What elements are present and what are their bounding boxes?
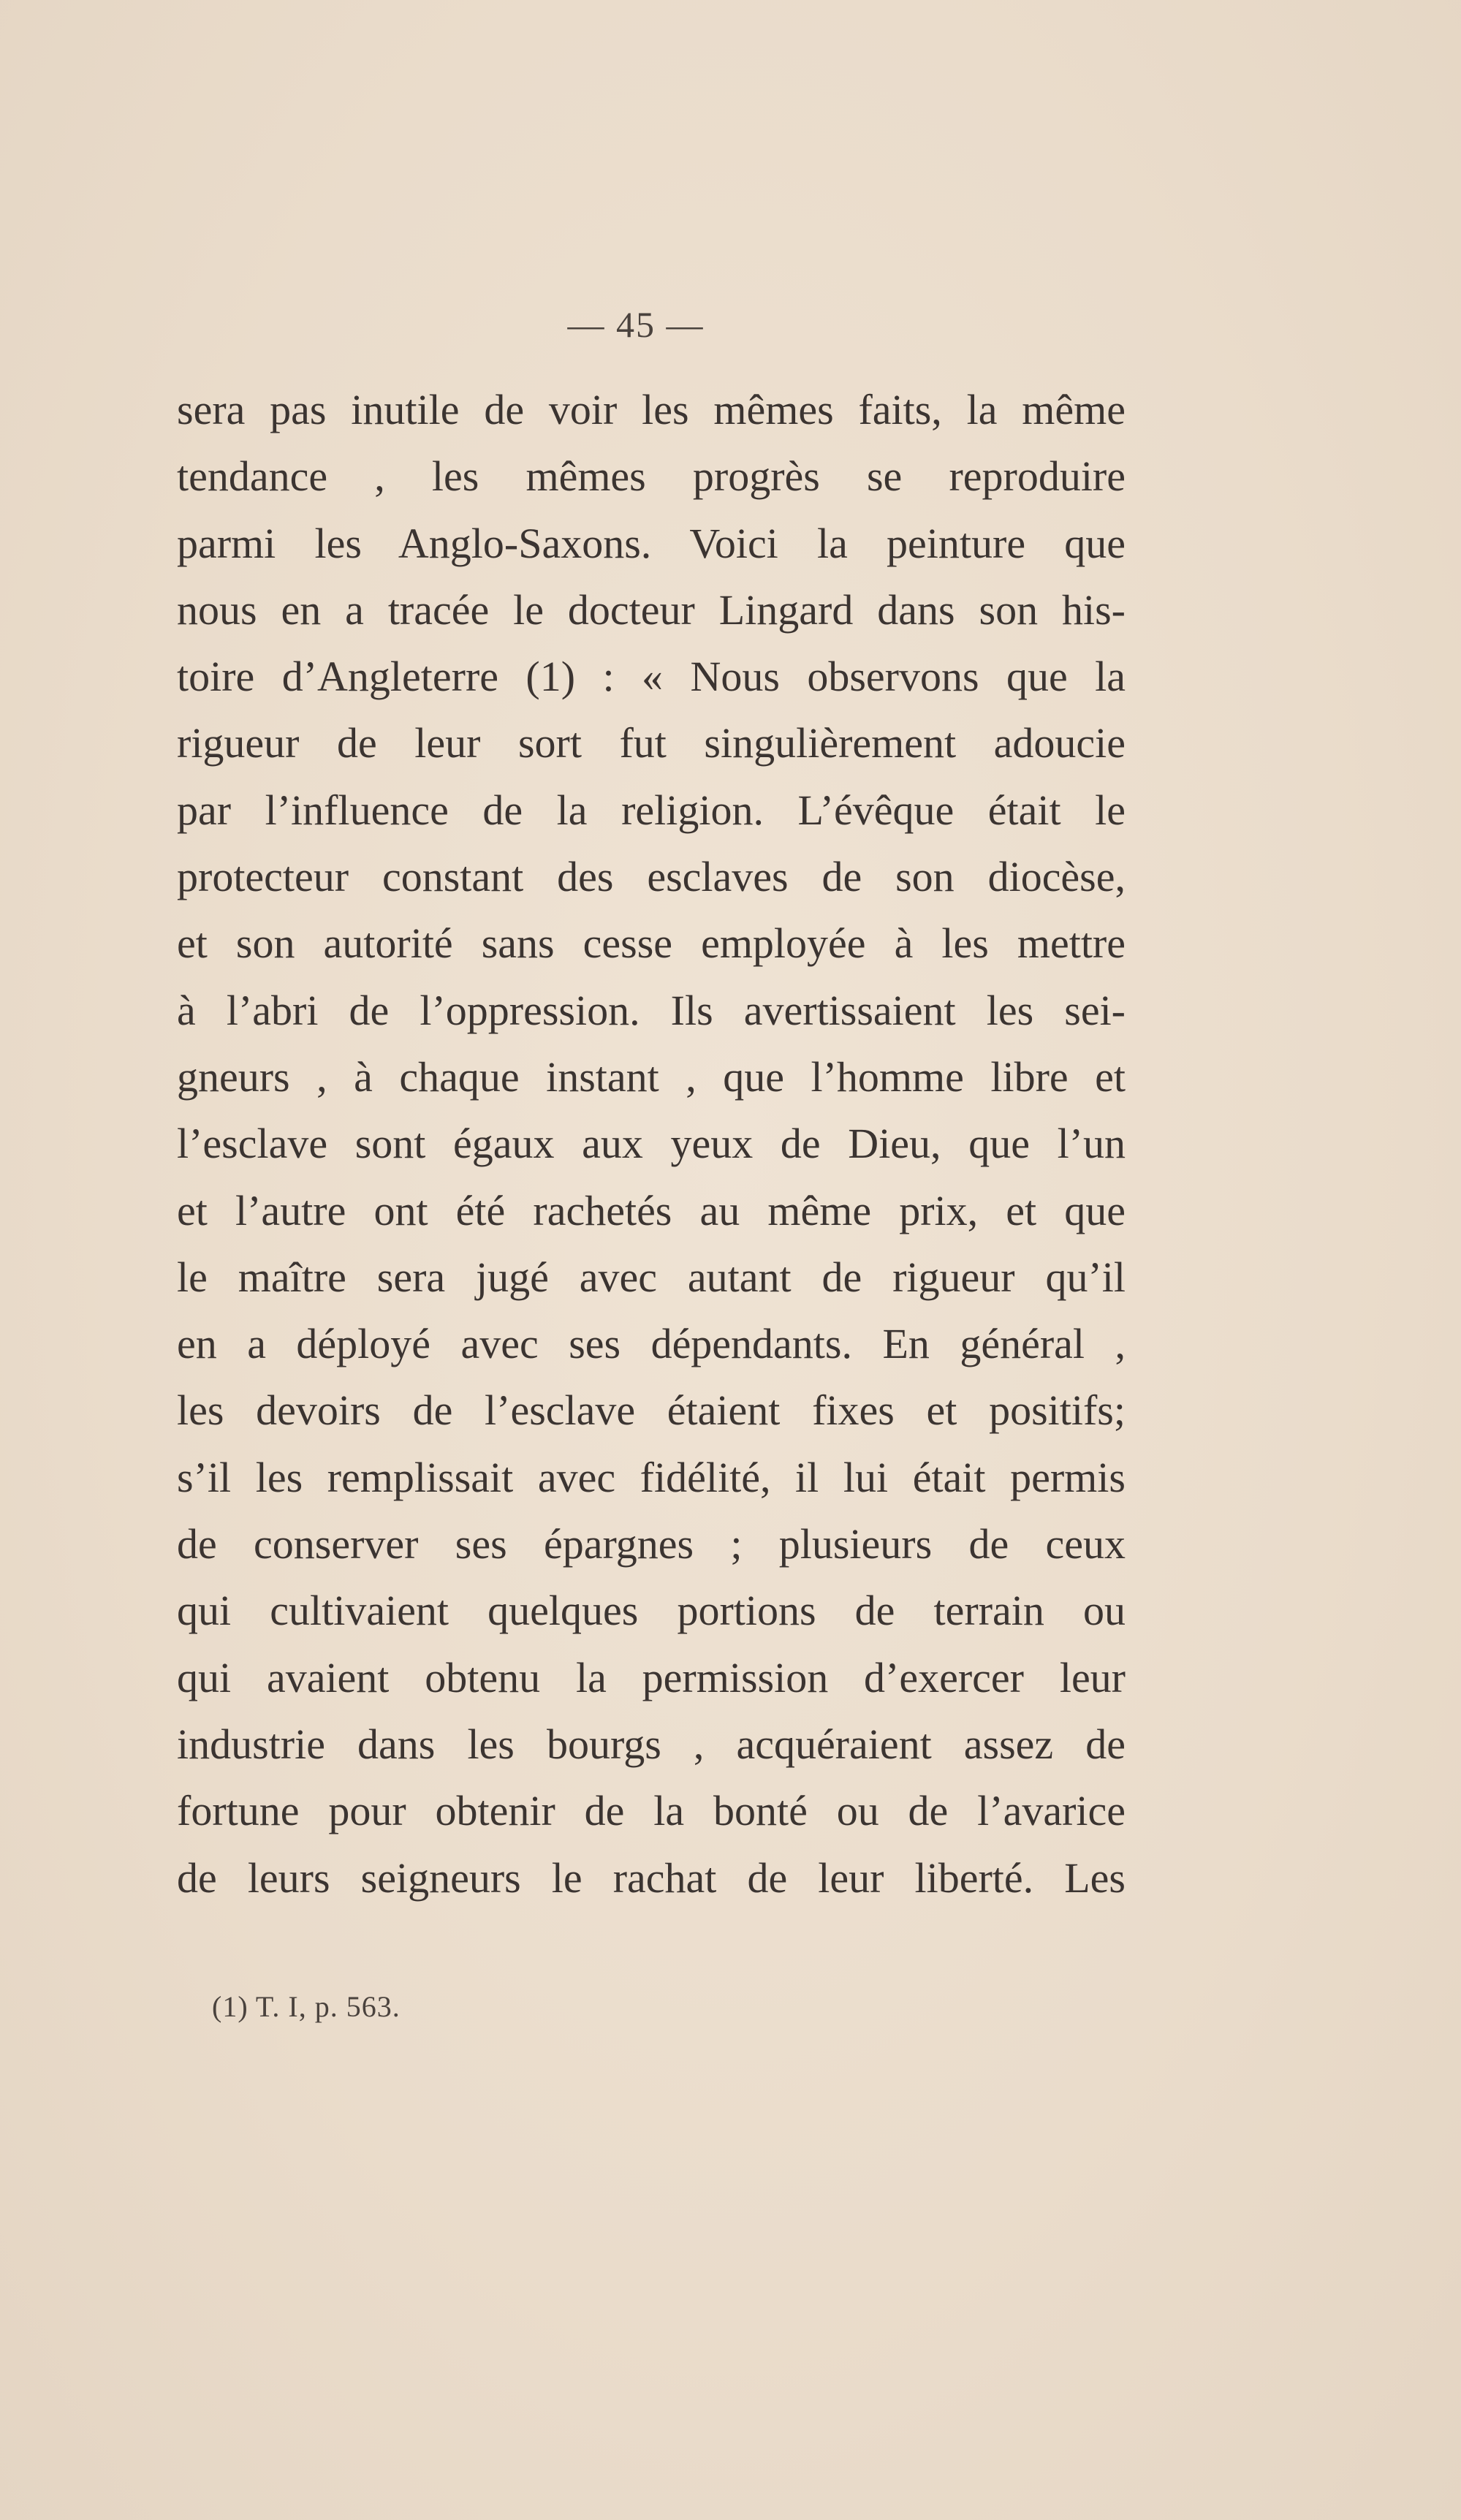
body-text xyxy=(177,376,1126,1911)
text-line: gneurs , à chaque instant , que l’homme libre et xyxy=(177,1052,1126,1101)
text-line: par l’influence de la religion. L’évêque était le xyxy=(177,786,1126,834)
text-line: protecteur constant des esclaves de son diocèse, xyxy=(177,853,1126,901)
text-line: nous en a tracée le docteur Lingard dans son his- xyxy=(177,585,1126,634)
text-line: qui cultivaient quelques portions de terrain ou xyxy=(177,1587,1126,1635)
text-line: de conserver ses épargnes ; plusieurs de ceux xyxy=(177,1520,1126,1568)
text-line: s’il les remplissait avec fidélité, il lui était permis xyxy=(177,1453,1126,1501)
text-line: qui avaient obtenu la permission d’exercer leur xyxy=(177,1653,1126,1701)
text-line: le maître sera jugé avec autant de rigueur qu’il xyxy=(177,1253,1126,1301)
text-line: parmi les Anglo-Saxons. Voici la peinture que xyxy=(177,519,1126,567)
text-line: et son autorité sans cesse employée à les mettre xyxy=(177,919,1126,968)
text-line: les devoirs de l’esclave étaient fixes et positifs; xyxy=(177,1386,1126,1435)
text-line: tendance , les mêmes progrès se reproduire xyxy=(177,452,1126,501)
page-number: — 45 — xyxy=(567,304,705,345)
text-line: toire d’Angleterre (1) : « Nous observons que la xyxy=(177,653,1126,701)
text-line: rigueur de leur sort fut singulièrement adoucie xyxy=(177,719,1126,767)
footnote: (1) T. I, p. 563. xyxy=(212,1990,401,2023)
text-line: l’esclave sont égaux aux yeux de Dieu, que l’un xyxy=(177,1120,1126,1168)
text-line: à l’abri de l’oppression. Ils avertissaient les sei- xyxy=(177,986,1126,1034)
text-line: de leurs seigneurs le rachat de leur liberté. Les xyxy=(177,1853,1126,1902)
text-line: industrie dans les bourgs , acquéraient assez de xyxy=(177,1720,1126,1768)
text-line: sera pas inutile de voir les mêmes faits, la même xyxy=(177,386,1126,433)
text-line: et l’autre ont été rachetés au même prix, et que xyxy=(177,1186,1126,1234)
text-line: en a déployé avec ses dépendants. En général , xyxy=(177,1320,1126,1368)
text-line: fortune pour obtenir de la bonté ou de l’avarice xyxy=(177,1787,1126,1835)
